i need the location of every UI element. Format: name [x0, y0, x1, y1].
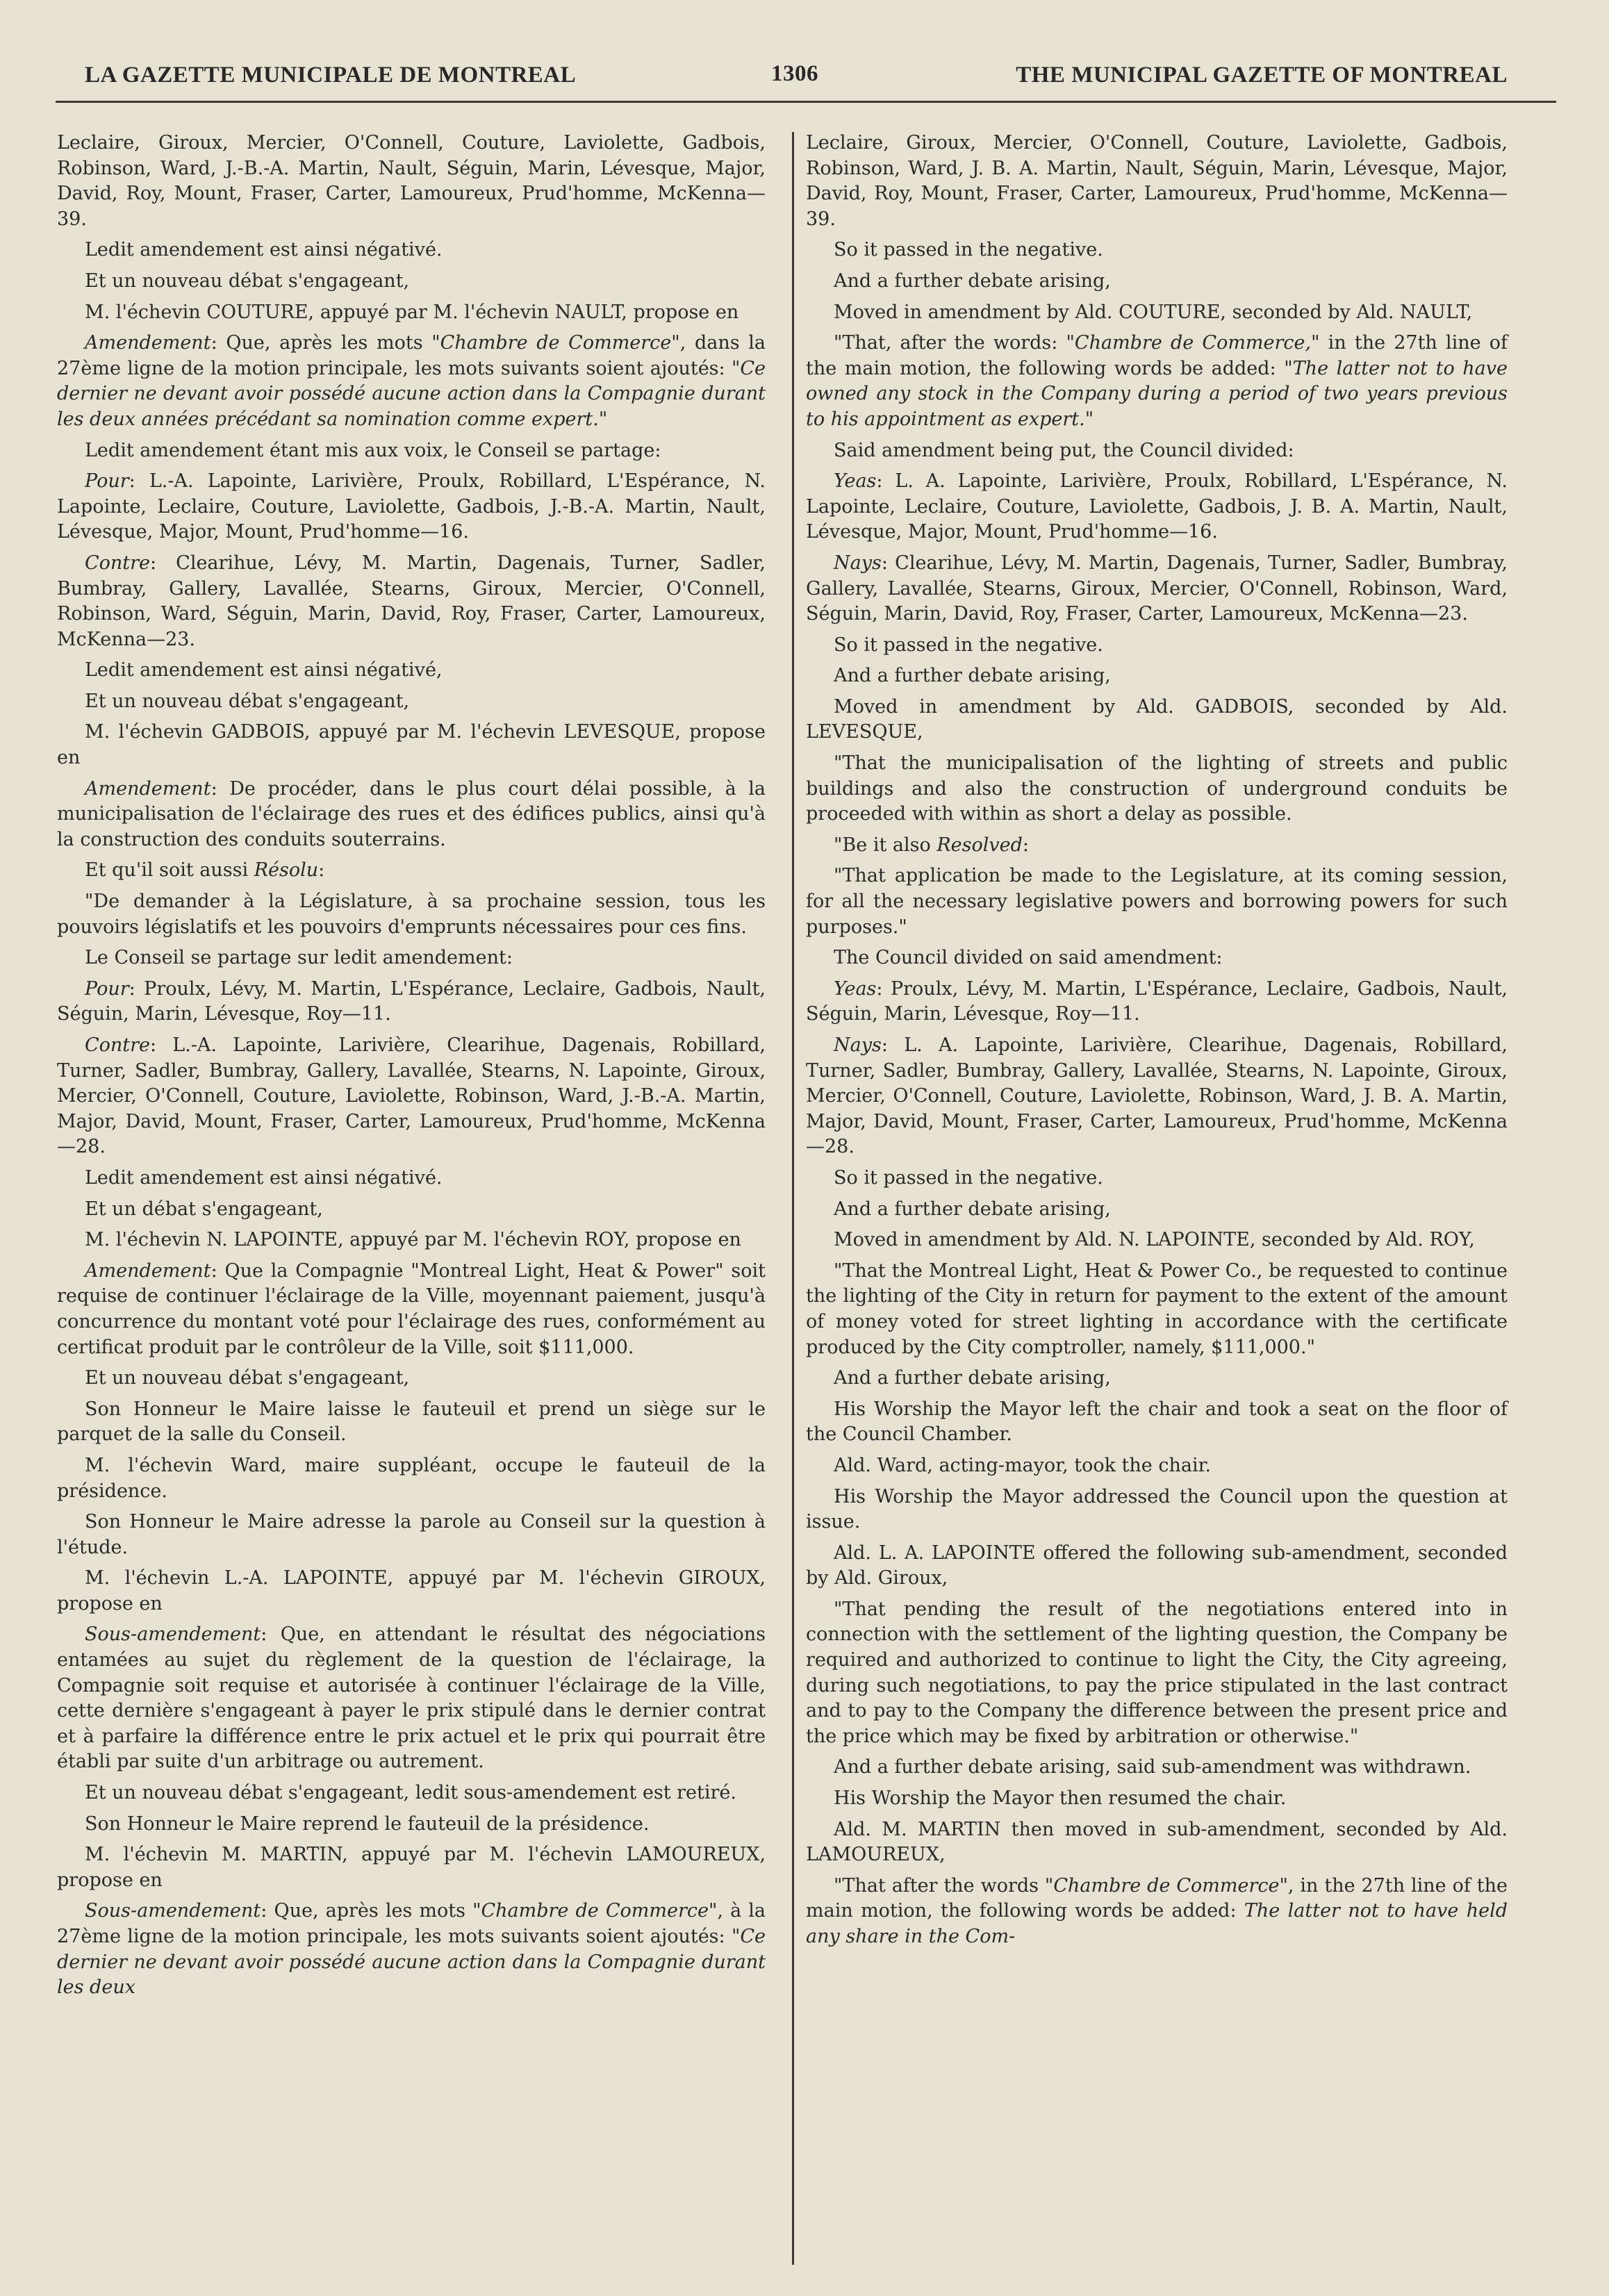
english-paragraph — [806, 833, 1508, 859]
english-paragraph — [806, 864, 1508, 940]
french-paragraph — [57, 777, 766, 853]
english-text: Said amendment being put, the Council divided: — [834, 439, 1294, 461]
french-paragraph — [57, 1197, 766, 1223]
english-paragraph — [806, 633, 1508, 659]
french-paragraph — [57, 858, 766, 884]
english-tail: , in the 27th line of the main motion, the following words be added: — [806, 1874, 1508, 1922]
english-paragraph — [806, 1541, 1508, 1592]
french-lead: Amendement — [85, 777, 211, 800]
english-text: : L. A. Lapointe, Larivière, Proulx, Robillard, L'Espérance, N. Lapointe, Leclaire, Couture, Laviolette, Gadbois, J. B. A. Martin, Nault, Lévesque, Major, Mount, Prud'homme—16. — [806, 470, 1508, 543]
french-paragraph — [57, 889, 766, 940]
french-paragraph — [57, 1397, 766, 1448]
french-paragraph — [57, 269, 766, 295]
french-paragraph — [57, 1812, 766, 1837]
english-ital: "Chambre de Commerce," — [1066, 332, 1320, 354]
french-text: M. l'échevin L.-A. LAPOINTE, appuyé par M. l'échevin GIROUX, propose en — [57, 1567, 766, 1614]
french-text: : L.-A. Lapointe, Larivière, Clearihue, Dagenais, Robillard, Turner, Sadler, Bumbray, Gallery, Lavallée, Stearns, N. Lapointe, Giroux, Mercier, O'Connell, Couture, Laviolette, Robinson, Ward, J.-B.-A. Martin, Major, David, Mount, Fraser, Carter, Lamoureux, Prud'homme, McKenna —28. — [57, 1034, 766, 1158]
french-text: : Proulx, Lévy, M. Martin, L'Espérance, Leclaire, Gadbois, Nault, Séguin, Marin, Lévesque, Roy—11. — [57, 977, 766, 1025]
english-paragraph — [806, 469, 1508, 545]
english-text: Leclaire, Giroux, Mercier, O'Connell, Couture, Laviolette, Gadbois, Robinson, Ward, J. B. A. Martin, Nault, Séguin, Marin, Lévesque, Major, David, Roy, Mount, Fraser, Carter, Lamoureux, Prud'homme, McKenna—39. — [806, 132, 1508, 230]
english-text: Moved in amendment by Ald. N. LAPOINTE, seconded by Ald. ROY, — [834, 1229, 1475, 1251]
french-lead: Contre — [85, 552, 151, 574]
english-lead: Nays — [834, 1034, 882, 1056]
french-tail: , dans la 27ème ligne de la motion principale, les mots suivants soient ajoutés: — [57, 332, 766, 379]
english-paragraph — [806, 551, 1508, 627]
french-text: M. l'échevin M. MARTIN, appuyé par M. l'échevin LAMOUREUX, propose en — [57, 1844, 766, 1891]
french-text: Ledit amendement est ainsi négativé. — [85, 1166, 443, 1189]
english-text: The Council divided on said amendment: — [834, 947, 1223, 969]
french-paragraph — [57, 131, 766, 232]
french-ital2: "Ce dernier ne devant avoir possédé aucune action dans la Compagnie durant les deux — [57, 1926, 766, 1999]
english-text: "Be it also — [834, 834, 937, 856]
french-text: M. l'échevin COUTURE, appuyé par M. l'échevin NAULT, propose en — [85, 301, 739, 323]
french-text: : Clearihue, Lévy, M. Martin, Dagenais, Turner, Sadler, Bumbray, Gallery, Lavallée, Stearns, Giroux, Mercier, O'Connell, Robinson, Ward, Séguin, Marin, David, Roy, Fraser, Carter, Lamoureux, McKenna—23. — [57, 552, 766, 650]
english-paragraph — [806, 977, 1508, 1027]
english-text: "That after the words — [834, 1874, 1045, 1897]
french-ital: "Chambre de Commerce" — [472, 1900, 718, 1922]
header-french-title: LA GAZETTE MUNICIPALE DE MONTREAL — [85, 63, 577, 88]
english-text: So it passed in the negative. — [834, 1166, 1103, 1189]
page-header — [76, 54, 1528, 96]
french-paragraph — [57, 1228, 766, 1253]
english-text: "That the municipalisation of the lighting of streets and public buildings and also the construction of underground conduits be proceeded with within as short a delay as possible. — [806, 752, 1508, 825]
french-lead: Amendement — [85, 1260, 211, 1282]
english-paragraph — [806, 300, 1508, 326]
french-text: Son Honneur le Maire laisse le fauteuil et prend un siège sur le parquet de la salle du Conseil. — [57, 1398, 766, 1446]
french-text: Ledit amendement étant mis aux voix, le Conseil se partage: — [85, 439, 661, 461]
french-text: Et qu'il soit aussi — [85, 859, 254, 882]
english-lead: Nays — [834, 552, 882, 574]
french-ital2: "Ce dernier ne devant avoir possédé aucune action dans la Compagnie durant les deux années précédant sa nomination comme expert." — [57, 357, 766, 430]
english-text: And a further debate arising, — [834, 1367, 1111, 1389]
french-paragraph — [57, 1899, 766, 2000]
english-text: "That application be made to the Legislature, at its coming session, for all the necessary legislative powers and borrowing powers for such purposes." — [806, 865, 1508, 938]
english-text: Moved in amendment by Ald. COUTURE, seconded by Ald. NAULT, — [834, 301, 1473, 323]
french-paragraph — [57, 469, 766, 545]
english-paragraph — [806, 331, 1508, 432]
french-text: Leclaire, Giroux, Mercier, O'Connell, Couture, Laviolette, Gadbois, Robinson, Ward, J.-B.-A. Martin, Nault, Séguin, Marin, Lévesque, Major, David, Roy, Mount, Fraser, Carter, Lamoureux, Prud'homme, McKenna—39. — [57, 132, 766, 230]
french-paragraph — [57, 238, 766, 263]
french-paragraph — [57, 945, 766, 971]
english-paragraph — [806, 438, 1508, 464]
french-paragraph — [57, 331, 766, 432]
english-text: And a further debate arising, — [834, 1198, 1111, 1220]
english-lead: Yeas — [834, 470, 877, 493]
french-paragraph — [57, 977, 766, 1027]
english-text: : Proulx, Lévy, M. Martin, L'Espérance, Leclaire, Gadbois, Nault, Séguin, Marin, Lévesque, Roy—11. — [806, 977, 1508, 1025]
french-text: M. l'échevin N. LAPOINTE, appuyé par M. l'échevin ROY, propose en — [85, 1229, 741, 1251]
english-paragraph — [806, 1597, 1508, 1750]
english-ital2: "The latter not to have owned any stock in the Company during a period of two years previous to his appointment as expert." — [806, 357, 1508, 430]
english-paragraph — [806, 1817, 1508, 1868]
english-paragraph — [806, 1453, 1508, 1479]
french-text: Et un nouveau débat s'engageant, — [85, 270, 410, 292]
french-lead: Pour — [85, 977, 129, 1000]
english-text: Ald. M. MARTIN then moved in sub-amendment, seconded by Ald. LAMOUREUX, — [806, 1818, 1508, 1866]
french-text: : Que, après les mots — [261, 1900, 473, 1922]
french-paragraph — [57, 1781, 766, 1806]
french-ital: "Chambre de Commerce" — [431, 332, 680, 354]
english-text: Moved in amendment by Ald. GADBOIS, seconded by Ald. LEVESQUE, — [806, 695, 1508, 743]
french-paragraph — [57, 1366, 766, 1391]
english-paragraph — [806, 269, 1508, 295]
page-number: 1306 — [771, 61, 818, 86]
english-text: "That, after the words: — [834, 332, 1066, 354]
french-lead: Amendement — [85, 332, 211, 354]
english-text: And a further debate arising, — [834, 270, 1111, 292]
english-paragraph — [806, 1259, 1508, 1360]
french-text: M. l'échevin GADBOIS, appuyé par M. l'échevin LEVESQUE, propose en — [57, 721, 766, 769]
french-paragraph — [57, 438, 766, 464]
english-paragraph — [806, 1485, 1508, 1535]
french-text: : L.-A. Lapointe, Larivière, Proulx, Robillard, L'Espérance, N. Lapointe, Leclaire, Couture, Laviolette, Gadbois, J.-B.-A. Martin, Nault, Lévesque, Major, Mount, Prud'homme—16. — [57, 470, 766, 543]
english-text: Ald. Ward, acting-mayor, took the chair. — [834, 1454, 1212, 1476]
english-paragraph — [806, 1197, 1508, 1223]
header-english-title: THE MUNICIPAL GAZETTE OF MONTREAL — [1016, 63, 1508, 88]
english-paragraph — [806, 663, 1508, 689]
english-text: His Worship the Mayor then resumed the chair. — [834, 1787, 1287, 1810]
french-column — [57, 131, 766, 2006]
english-paragraph — [806, 1033, 1508, 1160]
french-paragraph — [57, 1166, 766, 1191]
french-text: Ledit amendement est ainsi négativé, — [85, 659, 443, 682]
english-text: "That the Montreal Light, Heat & Power Co., be requested to continue the lighting of the City in return for payment to the extent of the amount of money voted for street lighting in accordance with the certificate produced by the City comptroller, namely, $111,000." — [806, 1260, 1508, 1358]
english-paragraph — [806, 751, 1508, 827]
french-paragraph — [57, 300, 766, 326]
french-text: Ledit amendement est ainsi négativé. — [85, 239, 443, 261]
french-lead: Pour — [85, 470, 129, 493]
english-paragraph — [806, 1755, 1508, 1781]
french-paragraph — [57, 1622, 766, 1775]
english-paragraph — [806, 1397, 1508, 1448]
french-paragraph — [57, 658, 766, 684]
french-text: Son Honneur le Maire reprend le fauteuil de la présidence. — [85, 1812, 650, 1835]
french-paragraph — [57, 551, 766, 652]
french-text: M. l'échevin Ward, maire suppléant, occupe le fauteuil de la présidence. — [57, 1454, 766, 1502]
english-paragraph — [806, 695, 1508, 745]
english-ital: "Chambre de Commerce" — [1044, 1874, 1288, 1897]
french-lead: Contre — [85, 1034, 151, 1056]
french-paragraph — [57, 1033, 766, 1160]
french-text: Son Honneur le Maire adresse la parole au Conseil sur la question à l'étude. — [57, 1511, 766, 1558]
english-tail: : — [1022, 834, 1030, 856]
english-paragraph — [806, 1874, 1508, 1950]
column-divider — [792, 132, 794, 2265]
french-text: Et un débat s'engageant, — [85, 1198, 323, 1220]
french-tail: , à la 27ème ligne de la motion principale, les mots suivants soient ajoutés: — [57, 1900, 766, 1947]
header-divider — [56, 101, 1556, 103]
french-text: : Que, après les mots — [211, 332, 432, 354]
english-text: So it passed in the negative. — [834, 239, 1103, 261]
english-paragraph — [806, 1366, 1508, 1391]
english-text: His Worship the Mayor addressed the Council upon the question at issue. — [806, 1485, 1508, 1533]
english-paragraph — [806, 1786, 1508, 1812]
french-text: Et un nouveau débat s'engageant, — [85, 1367, 410, 1389]
french-text: Et un nouveau débat s'engageant, — [85, 690, 410, 712]
english-text: : Clearihue, Lévy, M. Martin, Dagenais, Turner, Sadler, Bumbray, Gallery, Lavallée, Stearns, Giroux, Mercier, O'Connell, Robinson, Ward, Séguin, Marin, David, Roy, Fraser, Carter, Lamoureux, McKenna—23. — [806, 552, 1508, 625]
english-tail: in the 27th line of the main motion, the following words be added: — [806, 332, 1508, 379]
french-paragraph — [57, 1566, 766, 1617]
french-text: : Que, en attendant le résultat des négociations entamées au sujet du règlement de la question de l'éclairage, la Compagnie soit requise et autorisée à continuer l'éclairage de la Ville, cette dernière s'engageant à payer le prix stipulé dans le dernier contrat et à parfaire la différence entre le prix actuel et le prix qui pourrait être établi par suite d'un arbitrage ou autrement. — [57, 1624, 766, 1773]
english-text: : L. A. Lapointe, Larivière, Clearihue, Dagenais, Robillard, Turner, Sadler, Bumbray, Gallery, Lavallée, Stearns, N. Lapointe, Giroux, Mercier, O'Connell, Couture, Laviolette, Robinson, Ward, J. B. A. Martin, Major, David, Mount, Fraser, Carter, Lamoureux, Prud'homme, McKenna—28. — [806, 1034, 1508, 1158]
french-paragraph — [57, 689, 766, 715]
french-text: : De procéder, dans le plus court délai possible, à la municipalisation de l'éclairage des rues et des édifices publics, ainsi qu'à la construction des conduits souterrains. — [57, 777, 766, 850]
french-paragraph — [57, 1259, 766, 1360]
english-ital2: The latter not to have held any share in the Com- — [806, 1900, 1508, 1947]
english-text: So it passed in the negative. — [834, 634, 1103, 656]
english-text: And a further debate arising, — [834, 665, 1111, 687]
english-ital: Resolved — [936, 834, 1023, 856]
english-text: Ald. L. A. LAPOINTE offered the following sub-amendment, seconded by Ald. Giroux, — [806, 1542, 1508, 1589]
english-paragraph — [806, 238, 1508, 263]
french-text: : Que la Compagnie "Montreal Light, Heat & Power" soit requise de continuer l'éclairage de la Ville, moyennant paiement, jusqu'à concurrence du montant voté pour l'éclairage des rues, conformément au certificat produit par le contrôleur de la Ville, soit $111,000. — [57, 1260, 766, 1358]
french-paragraph — [57, 1453, 766, 1504]
french-text: Le Conseil se partage sur ledit amendement: — [85, 947, 513, 969]
english-text: "That pending the result of the negotiations entered into in connection with the settlement of the lighting question, the Company be required and authorized to continue to light the City, the City agreeing, during such negotiations, to pay the price stipulated in the last contract and to pay to the Company the difference between the present price and the price which may be fixed by arbitration or otherwise." — [806, 1598, 1508, 1747]
french-lead: Sous-amendement — [85, 1900, 261, 1922]
english-lead: Yeas — [834, 977, 877, 1000]
french-lead: Sous-amendement — [85, 1624, 261, 1646]
english-paragraph — [806, 1228, 1508, 1253]
french-tail: : — [318, 859, 325, 882]
english-column — [806, 131, 1508, 1956]
english-text: And a further debate arising, said sub-amendment was withdrawn. — [834, 1756, 1471, 1778]
english-text: His Worship the Mayor left the chair and took a seat on the floor of the Council Chamber. — [806, 1398, 1508, 1446]
french-text: "De demander à la Législature, à sa prochaine session, tous les pouvoirs législatifs et les pouvoirs d'emprunts nécessaires pour ces fins. — [57, 891, 766, 938]
french-paragraph — [57, 720, 766, 770]
english-paragraph — [806, 1166, 1508, 1191]
french-text: Et un nouveau débat s'engageant, ledit sous-amendement est retiré. — [85, 1782, 736, 1804]
french-ital: Résolu — [254, 859, 319, 882]
french-paragraph — [57, 1842, 766, 1893]
english-paragraph — [806, 945, 1508, 971]
english-paragraph — [806, 131, 1508, 232]
french-paragraph — [57, 1510, 766, 1560]
